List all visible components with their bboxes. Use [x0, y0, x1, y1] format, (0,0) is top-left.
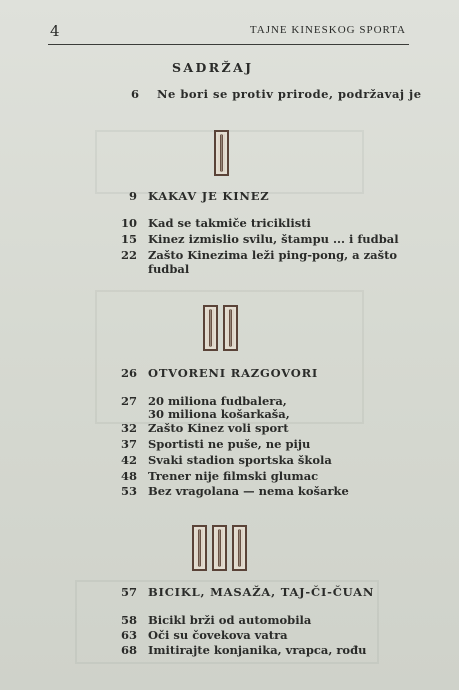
toc-page-number: 26 — [120, 366, 137, 380]
toc-page-number: 42 — [120, 453, 137, 467]
roman-numeral-ii — [203, 305, 238, 351]
toc-entry-title: 20 miliona fudbalera, — [148, 394, 287, 408]
toc-title: SADRŽAJ — [172, 60, 254, 75]
toc-entry-title: Svaki stadion sportska škola — [148, 453, 332, 467]
toc-page-number: 57 — [120, 585, 137, 599]
toc-section-title: OTVORENI RAZGOVORI — [148, 366, 319, 380]
toc-entry-title: Bez vragolana — nema košarke — [148, 484, 349, 498]
toc-page-number: 37 — [120, 437, 137, 451]
toc-page-number: 32 — [120, 421, 137, 435]
toc-entry-title: Imitirajte konjanika, vrapca, rođu — [148, 643, 367, 657]
toc-entry-title: Kinez izmislio svilu, štampu ... i fudbal — [148, 232, 399, 246]
toc-entry-title: Oči su čovekova vatra — [148, 628, 288, 642]
header-rule — [48, 44, 409, 45]
toc-page-number: 58 — [120, 613, 137, 627]
toc-entry-title-continued: fudbal — [148, 262, 190, 276]
numeral-bar — [232, 525, 247, 571]
numeral-bar — [223, 305, 238, 351]
toc-entry-title-continued: 30 miliona košarkaša, — [148, 407, 290, 421]
toc-section-title: KAKAV JE KINEZ — [148, 189, 270, 203]
toc-entry-title: Trener nije filmski glumac — [148, 469, 319, 483]
toc-entry-title: Sportisti ne puše, ne piju — [148, 437, 311, 451]
page-number: 4 — [50, 22, 60, 40]
toc-page-number: 6 — [130, 87, 139, 101]
toc-page-number: 27 — [120, 394, 137, 408]
numeral-bar — [192, 525, 207, 571]
toc-page-number: 10 — [120, 216, 137, 230]
toc-page-number: 9 — [128, 189, 137, 203]
numeral-bar — [203, 305, 218, 351]
toc-section-title: BICIKL, MASAŽA, TAJ-ČI-ČUAN — [148, 585, 375, 599]
toc-page-number: 53 — [120, 484, 137, 498]
running-title: TAJNE KINESKOG SPORTA — [249, 24, 406, 36]
toc-page-number: 63 — [120, 628, 137, 642]
toc-entry-title: Zašto Kinez voli sport — [148, 421, 289, 435]
numeral-bar — [214, 130, 229, 176]
toc-page-number: 15 — [120, 232, 137, 246]
toc-page-number: 22 — [120, 248, 137, 262]
numeral-bar — [212, 525, 227, 571]
roman-numeral-i — [214, 130, 229, 176]
bleed-through-box — [95, 130, 364, 194]
toc-entry-title: Zašto Kinezima leži ping-pong, a zašto — [148, 248, 398, 262]
toc-entry-title: Ne bori se protiv prirode, podržavaj je — [157, 87, 422, 101]
roman-numeral-iii — [192, 525, 247, 571]
toc-page-number: 48 — [120, 469, 137, 483]
toc-entry-title: Kad se takmiče triciklisti — [148, 216, 311, 230]
toc-page-number: 68 — [120, 643, 137, 657]
toc-entry-title: Bicikl brži od automobila — [148, 613, 312, 627]
